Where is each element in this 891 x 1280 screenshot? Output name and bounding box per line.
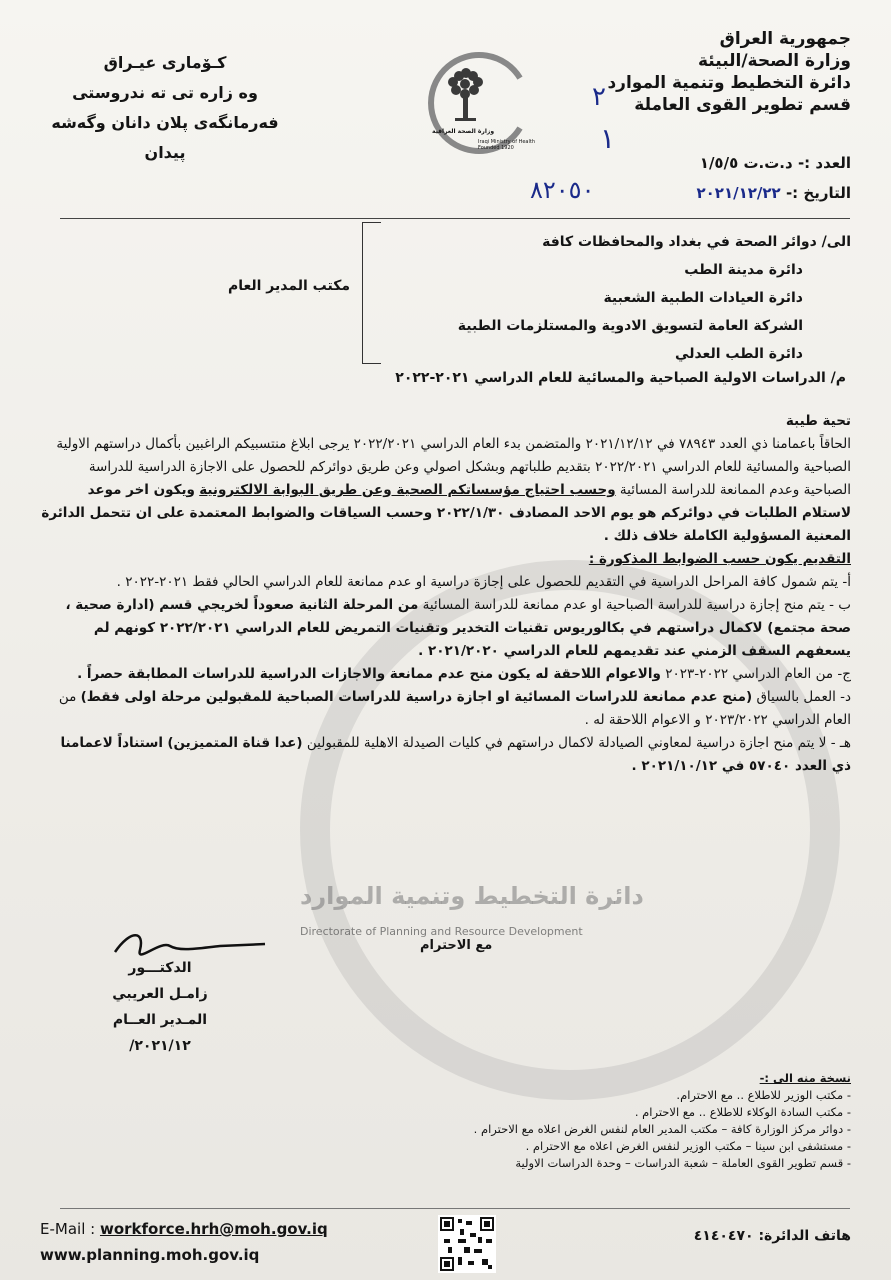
paragraph-text: الحاقاً باعمامنا ذي العدد ٧٨٩٤٣ في ٢٠٢١/١٢/١٢ والمتضمن بدء العام الدراسي ٢٠٢٢/٢٠٢١ يرجى ابلاغ منتسبيكم الراغبين بأكمال دراستهم الاولية الصباحية والمسائية للعام الدراسي ٢٠٢٢/٢٠٢١ بتقديم طلباتهم وبشكل اصولي وعن طريق دوائركم للحصول على الاجازة الدراسية للدراسة الصباحية وعدم الممانعة للدراسة المسائية [56,436,851,498]
letterhead-kurdish [40,48,290,168]
cc-title: نسخة منه الى :- [759,1071,851,1085]
rule-text: ب - يتم منح إجازة دراسية للدراسة الصباحية او عدم ممانعة للدراسة المسائية [422,597,851,613]
rule-text: ج- من العام الدراسي ٢٠٢٢-٢٠٢٣ [665,666,851,682]
rule-text: من العام الدراسي ٢٠٢٣/٢٠٢٢ و الاعوام اللاحقة له . [58,689,851,728]
reference-block [591,148,851,208]
recipients-block [411,228,851,368]
letterhead-line: جمهورية العراق [719,29,851,49]
email-link[interactable]: workforce.hrh@moh.gov.iq [99,1220,328,1238]
footer-website[interactable]: www.planning.moh.gov.iq [40,1246,260,1264]
reference-date [591,178,851,208]
cc-item: - دوائر مركز الوزارة كافة – مكتب المدير العام لنفس الغرض اعلاه مع الاحترام . [473,1122,851,1136]
reference-date-value: ٢٠٢١/١٢/٢٢ [696,184,781,202]
rule-c [41,663,851,686]
reference-number-value: د.ت.ت ١/٥/٥ [699,154,793,172]
paragraph-main [41,433,851,548]
rule-emphasis: استناداً لاعمامنا ذي العدد ٥٧٠٤٠ في ٢٠٢١/١٠/١٢ . [60,735,851,774]
recipient-item: دائرة الطب العدلي [675,346,803,362]
letter-body [41,410,851,778]
reference-number-label: العدد :- [797,154,851,172]
rule-h [41,732,851,778]
email-label: E-Mail : [40,1220,96,1238]
rule-emphasis: (عدا قناة المتميزين) [167,735,303,751]
reference-number [591,148,851,178]
footer-phone [694,1228,851,1244]
logo-english-name: Iraqi Ministry of Health [478,139,536,145]
qr-code-icon [438,1215,496,1273]
rule-emphasis: والاعوام اللاحقة له يكون منح عدم ممانعة والاجازات الدراسية للدراسات المطابقة حصراً . [77,666,661,682]
letterhead-line: دائرة التخطيط وتنمية الموارد [607,73,851,93]
watermark-arabic: دائرة التخطيط وتنمية الموارد [300,882,644,910]
letterhead-line: وه زاره‌ تى ته ندروستى [72,83,258,102]
logo-english-text [478,139,548,151]
recipient-item: دائرة مدينة الطب [684,262,803,278]
footer-divider [60,1208,850,1209]
recipient-item: دائرة العيادات الطبية الشعبية [603,290,803,306]
paragraph-emphasis: وحسب احتياج مؤسساتكم الصحية وعن طريق البوابة الالكترونية [199,482,616,498]
cc-item: - مستشفى ابن سينا – مكتب الوزير لنفس الغرض اعلاه مع الاحترام . [525,1139,851,1153]
signer-position: المـدير العــام [112,1012,208,1028]
recipients-bracket [362,222,381,364]
reference-date-label: التاريخ :- [785,184,851,202]
rule-text: هـ - لا يتم منح اجازة دراسية لمعاوني الصيادلة لاكمال دراستهم في كليات الصيدلة الاهلية للمقبولين [306,735,851,751]
rules-heading: التقديم يكون حسب الضوابط المذكورة : [588,551,851,567]
rule-a: أ- يتم شمول كافة المراحل الدراسية في التقديم للحصول على إجازة دراسية او عدم ممانعة للعام الدراسي الحالي فقط ٢٠٢١-٢٠٢٢ . [116,574,851,590]
cc-item: - مكتب الوزير للاطلاع .. مع الاحترام. [676,1088,851,1102]
letterhead-line: كـۆمارى عيـراق [103,53,227,72]
footer-email [40,1220,328,1238]
recipients-lead: الى/ دوائر الصحة في بغداد والمحافظات كافة [542,234,851,250]
signer-title: الدكتـــور [128,960,192,976]
letterhead-line: وزارة الصحة/البيئة [698,51,851,71]
letterhead-line: فه‌رمانگه‌ى پلان دانان وگه‌شه پيدان [51,113,279,162]
logo-founded: Founded 1920 [478,145,514,151]
paragraph-deadline: ويكون اخر موعد لاستلام الطلبات في دوائركم هو يوم الاحد المصادف ٢٠٢٢/١/٣٠ وحسب السياقات والضوابط المعتمدة على ان تتحمل الدائرة المعنية المسؤولية الكاملة خلاف ذلك . [41,482,851,544]
handwritten-mark: ٢ [592,82,606,112]
cc-item: - مكتب السادة الوكلاء للاطلاع .. مع الاحترام . [634,1105,851,1119]
closing-regards: مع الاحترام [420,938,493,953]
letterhead-line: قسم تطوير القوى العاملة [634,95,851,115]
rule-emphasis: (منح عدم ممانعة للدراسات المسائية او اجازة دراسية للدراسات الصباحية للمقبولين مرحلة اولى فقط) [80,689,753,705]
rule-text: د- العمل بالسياق [756,689,851,705]
greeting: تحية طيبة [785,413,851,429]
rule-emphasis: من المرحلة الثانية صعوداً لخريجي قسم (ادارة صحية ، صحة مجتمع) لاكمال دراستهم في بكالوريوس تقنيات التخدير وتقنيات التمريض للعام الدراسي ٢٠٢٢/٢٠٢١ كونهم لم يسعفهم السقف الزمني عند تقديمهم للعام الدراسي ٢٠٢١/٢٠٢٠ . [65,597,851,659]
cc-block [421,1070,851,1172]
header-divider [60,218,850,219]
watermark-english: Directorate of Planning and Resource Development [300,925,583,938]
rule-d [41,686,851,732]
phone-label: هاتف الدائرة: [758,1228,851,1244]
phone-number: ٤١٤٠٤٧٠ [693,1228,754,1244]
recipient-item: الشركة العامة لتسويق الادوية والمستلزمات الطبية [457,318,803,334]
logo-arabic-text: وزارة الصحة العراقية [432,128,495,135]
handwritten-mark: ١ [600,122,616,155]
office-label: مكتب المدير العام [227,278,350,294]
signer-block [85,955,235,1059]
subject-line: م/ الدراسات الاولية الصباحية والمسائية للعام الدراسي ٢٠٢١-٢٠٢٢ [395,370,846,386]
signer-date: ٢٠٢١/١٢/ [129,1038,191,1054]
handwritten-number: ٨٢٠٥٠ [530,176,595,204]
rule-b [41,594,851,663]
signer-name: زامـل العريبي [112,986,208,1002]
cc-item: - قسم تطوير القوى العاملة – شعبة الدراسات – وحدة الدراسات الاولية [515,1156,851,1170]
